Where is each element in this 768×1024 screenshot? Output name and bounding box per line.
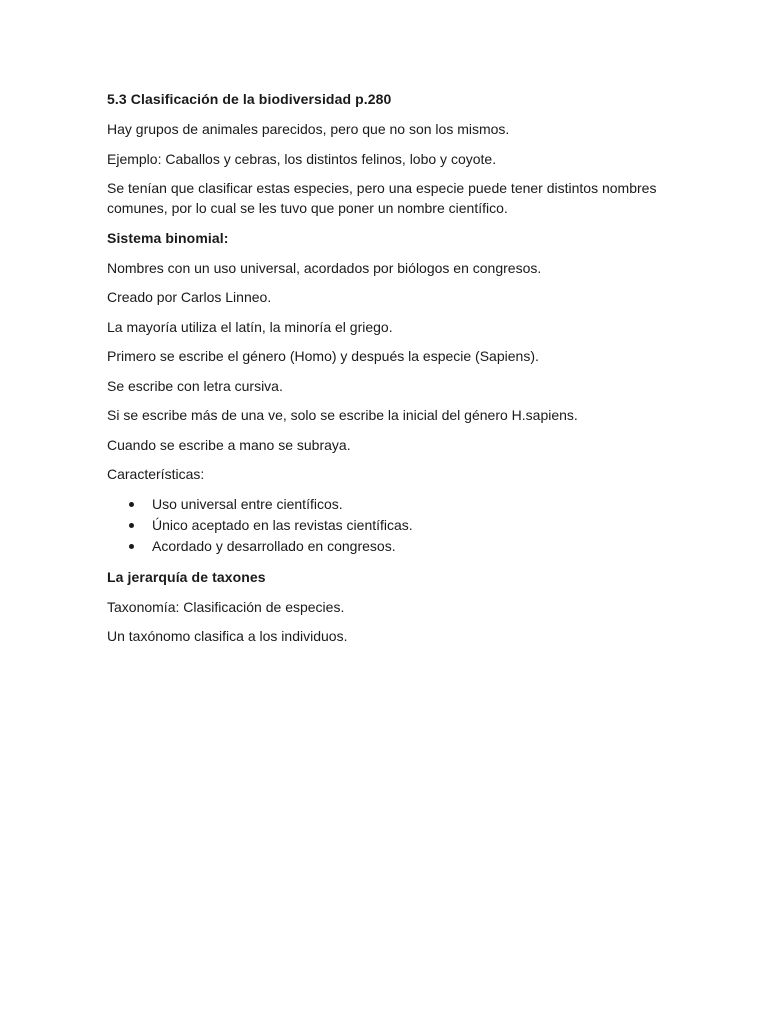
section-heading-binomial: Sistema binomial:: [107, 229, 229, 246]
binomial-paragraph-1: Nombres con un uso universal, acordados por biólogos en congresos.: [107, 259, 542, 276]
binomial-paragraph-4: Primero se escribe el género (Homo) y después la especie (Sapiens).: [107, 348, 539, 364]
list-item: [107, 515, 667, 536]
intro-paragraph-2: Ejemplo: Caballos y cebras, los distintos felinos, lobo y coyote.: [107, 150, 497, 167]
bullet-icon: [129, 544, 134, 549]
list-item: [107, 536, 667, 557]
document-title: 5.3 Clasificación de la biodiversidad p.280: [107, 91, 392, 107]
document-page: [107, 89, 667, 656]
binomial-paragraph-5: Se escribe con letra cursiva.: [107, 377, 283, 394]
section-heading-hierarchy: La jerarquía de taxones: [107, 568, 266, 585]
characteristics-list: [107, 494, 667, 557]
bullet-icon: [129, 523, 134, 528]
bullet-icon: [129, 502, 134, 507]
intro-paragraph-3: Se tenían que clasificar estas especies, pero una especie puede tener distintos nombres comunes, por lo cual se les tuvo que poner un nombre científico.: [107, 180, 657, 216]
hierarchy-paragraph-1: Taxonomía: Clasificación de especies.: [107, 598, 345, 615]
hierarchy-paragraph-2: Un taxónomo clasifica a los individuos.: [107, 628, 348, 644]
characteristics-label: Características:: [107, 466, 205, 482]
list-item-text: Uso universal entre científicos.: [152, 495, 343, 512]
binomial-paragraph-6: Si se escribe más de una ve, solo se escribe la inicial del género H.sapiens.: [107, 407, 578, 423]
binomial-paragraph-7: Cuando se escribe a mano se subraya.: [107, 436, 351, 453]
list-item-text: Acordado y desarrollado en congresos.: [152, 537, 396, 554]
binomial-paragraph-2: Creado por Carlos Linneo.: [107, 289, 272, 305]
list-item-text: Único aceptado en las revistas científicas.: [152, 516, 413, 533]
intro-paragraph-1: Hay grupos de animales parecidos, pero que no son los mismos.: [107, 121, 510, 137]
binomial-paragraph-3: La mayoría utiliza el latín, la minoría el griego.: [107, 318, 393, 335]
list-item: [107, 494, 667, 515]
